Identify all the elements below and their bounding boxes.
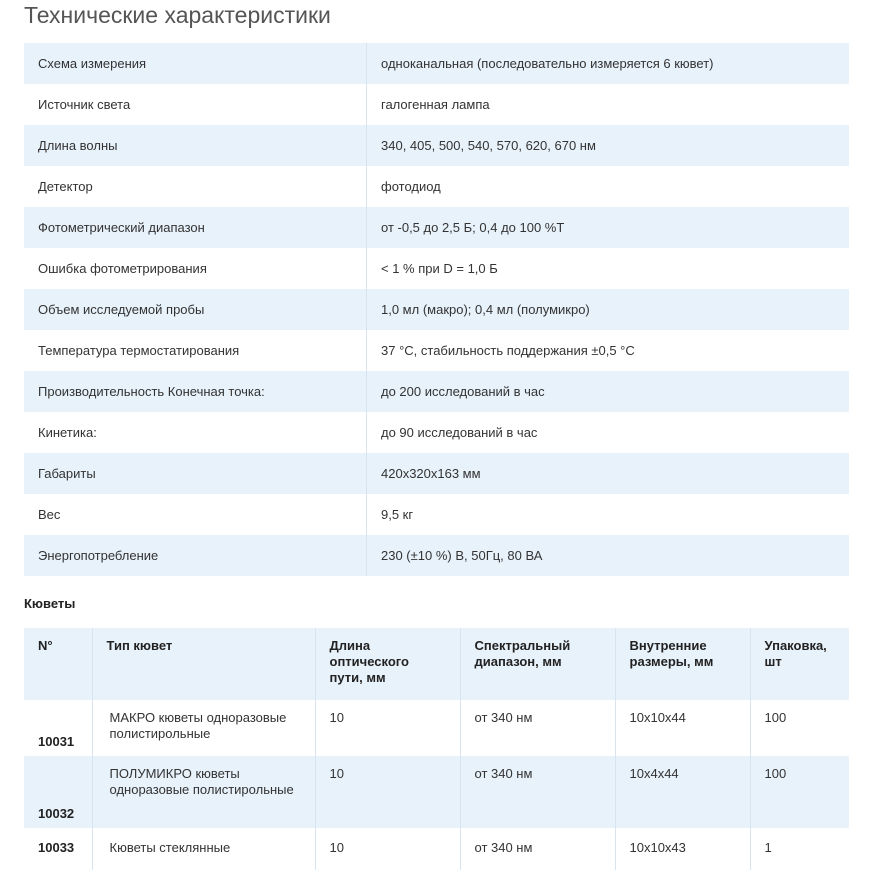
cell-spectral-range: от 340 нм — [460, 700, 615, 756]
cell-path-length: 10 — [315, 700, 460, 756]
spec-value: 420x320x163 мм — [367, 453, 850, 494]
specs-table — [24, 43, 849, 576]
spec-value: галогенная лампа — [381, 97, 490, 112]
column-header-package: Упаковка, шт — [750, 628, 849, 700]
spec-label: Фотометрический диапазон — [24, 207, 367, 248]
cell-type-text: Кюветы стеклянные — [109, 840, 231, 855]
cuvettes-table — [24, 628, 849, 870]
spec-label: Вес — [24, 494, 367, 535]
cell-package: 1 — [764, 840, 772, 855]
spec-row — [24, 248, 849, 289]
cell-package: 100 — [764, 710, 787, 725]
column-header-spectral-range: Спектральный диапазон, мм — [460, 628, 615, 700]
spec-row — [24, 412, 849, 453]
spec-row — [24, 289, 849, 330]
spec-value: одноканальная (последовательно измеряется 6 кювет) — [367, 43, 850, 84]
table-header-row — [24, 628, 849, 700]
cell-type — [92, 828, 315, 870]
spec-label: Объем исследуемой пробы — [24, 289, 367, 330]
spec-row — [24, 166, 849, 207]
spec-label: Схема измерения — [24, 43, 367, 84]
spec-value: 230 (±10 %) В, 50Гц, 80 ВА — [367, 535, 850, 576]
spec-value: 1,0 мл (макро); 0,4 мл (полумикро) — [367, 289, 850, 330]
spec-label: Источник света — [24, 84, 367, 125]
spec-value: 9,5 кг — [381, 507, 414, 522]
spec-row — [24, 535, 849, 576]
table-row — [24, 756, 849, 828]
spec-value: < 1 % при D = 1,0 Б — [381, 261, 498, 276]
cuvettes-heading: Кюветы — [24, 596, 76, 611]
spec-value: до 90 исследований в час — [381, 425, 538, 440]
cell-inner-size: 10x4x44 — [615, 756, 750, 828]
cell-package: 100 — [750, 756, 849, 828]
cell-type-text: МАКРО кюветы одноразовые полистирольные — [109, 710, 287, 741]
spec-row — [24, 125, 849, 166]
spec-value: до 200 исследований в час — [367, 371, 850, 412]
spec-row — [24, 453, 849, 494]
cell-spectral-range: от 340 нм — [460, 828, 615, 870]
column-header-path-length: Длина оптического пути, мм — [315, 628, 460, 700]
cell-type — [92, 700, 315, 756]
table-row — [24, 700, 849, 756]
spec-label: Энергопотребление — [24, 535, 367, 576]
spec-label: Детектор — [24, 166, 367, 207]
spec-value: фотодиод — [381, 179, 441, 194]
spec-label: Температура термостатирования — [24, 330, 367, 371]
cell-number: 10033 — [24, 828, 92, 870]
cell-number: 10032 — [24, 756, 92, 828]
cell-type — [92, 756, 315, 828]
cell-type-text: ПОЛУМИКРО кюветы одноразовые полистирольные — [109, 766, 294, 797]
spec-label: Кинетика: — [24, 412, 367, 453]
cell-path-length: 10 — [315, 828, 460, 870]
spec-value: 37 °С, стабильность поддержания ±0,5 °С — [381, 343, 635, 358]
cell-spectral-range: от 340 нм — [460, 756, 615, 828]
spec-row — [24, 43, 849, 84]
cell-inner-size: 10x10x44 — [615, 700, 750, 756]
spec-value: 340, 405, 500, 540, 570, 620, 670 нм — [367, 125, 850, 166]
spec-label: Ошибка фотометрирования — [24, 248, 367, 289]
spec-row — [24, 494, 849, 535]
column-header-inner-size: Внутренние размеры, мм — [615, 628, 750, 700]
column-header-number: N° — [24, 628, 92, 700]
spec-row — [24, 84, 849, 125]
spec-row — [24, 330, 849, 371]
spec-value: от -0,5 до 2,5 Б; 0,4 до 100 %T — [367, 207, 850, 248]
spec-row — [24, 371, 849, 412]
spec-label: Длина волны — [24, 125, 367, 166]
column-header-type: Тип кювет — [92, 628, 315, 700]
cell-inner-size: 10x10x43 — [615, 828, 750, 870]
spec-label: Производительность Конечная точка: — [24, 371, 367, 412]
spec-label: Габариты — [24, 453, 367, 494]
page-title: Технические характеристики — [24, 2, 331, 28]
spec-row — [24, 207, 849, 248]
cell-path-length: 10 — [315, 756, 460, 828]
cell-number: 10031 — [24, 700, 92, 756]
table-row — [24, 828, 849, 870]
